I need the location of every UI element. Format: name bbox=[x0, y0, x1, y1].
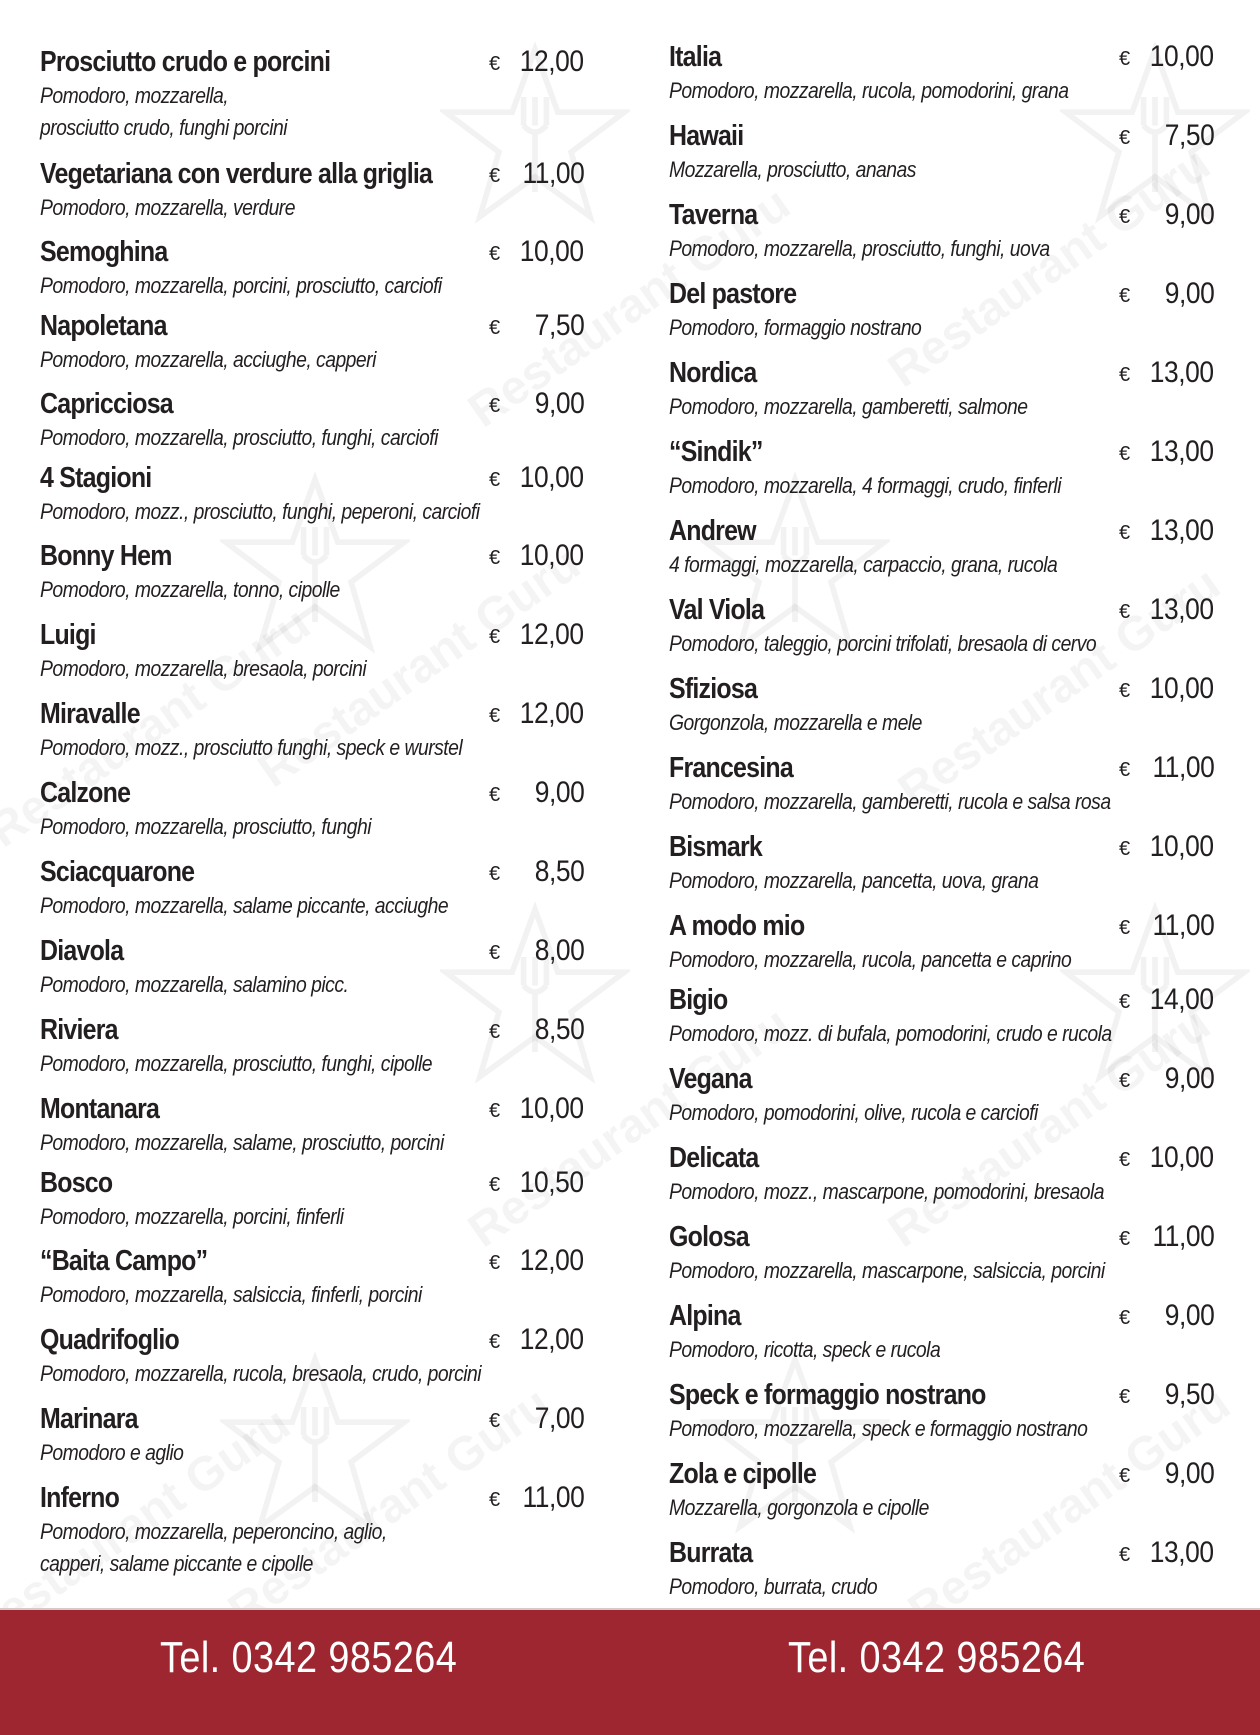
item-price: 11,00 bbox=[522, 157, 584, 190]
menu-item bbox=[40, 617, 584, 685]
currency-symbol: € bbox=[1119, 601, 1131, 623]
menu-item bbox=[40, 854, 584, 922]
item-description: Pomodoro, mozzarella, tonno, cipolle bbox=[40, 577, 340, 602]
item-name: Nordica bbox=[669, 357, 757, 389]
menu-item bbox=[669, 197, 1214, 265]
item-name: Sfiziosa bbox=[669, 673, 758, 705]
currency-symbol: € bbox=[1119, 759, 1131, 781]
item-price: 7,50 bbox=[1164, 119, 1214, 152]
item-name: Alpina bbox=[669, 1300, 741, 1332]
currency-symbol: € bbox=[489, 165, 501, 187]
item-name: Vegana bbox=[669, 1063, 752, 1095]
item-description: 4 formaggi, mozzarella, carpaccio, grana, rucola bbox=[669, 552, 1058, 577]
currency-symbol: € bbox=[489, 395, 501, 417]
currency-symbol: € bbox=[489, 1489, 501, 1511]
currency-symbol: € bbox=[1119, 1465, 1131, 1487]
item-name: Luigi bbox=[40, 619, 96, 651]
menu-item bbox=[669, 671, 1214, 739]
item-name: Taverna bbox=[669, 199, 758, 231]
item-name: Prosciutto crudo e porcini bbox=[40, 46, 331, 78]
item-price: 9,00 bbox=[1164, 198, 1214, 231]
item-name: Miravalle bbox=[40, 698, 140, 730]
menu-item bbox=[40, 1322, 584, 1390]
item-price: 10,00 bbox=[520, 539, 584, 572]
item-description: Pomodoro, mozzarella, rucola, pomodorini, grana bbox=[669, 78, 1069, 103]
menu-item bbox=[669, 1456, 1214, 1524]
item-description: Pomodoro, mozzarella, salsiccia, finferli, porcini bbox=[40, 1282, 422, 1307]
item-description: Pomodoro, mozzarella, bresaola, porcini bbox=[40, 656, 367, 681]
menu-item bbox=[669, 118, 1214, 186]
currency-symbol: € bbox=[1119, 206, 1131, 228]
item-description: Pomodoro, mozzarella, pancetta, uova, grana bbox=[669, 868, 1039, 893]
item-description: Pomodoro, ricotta, speck e rucola bbox=[669, 1337, 941, 1362]
item-description: Pomodoro, mozzarella, prosciutto, funghi, cipolle bbox=[40, 1051, 433, 1076]
menu-item bbox=[40, 1165, 584, 1233]
item-description: Pomodoro, mozzarella, prosciutto, funghi, carciofi bbox=[40, 425, 438, 450]
item-description: Pomodoro, taleggio, porcini trifolati, bresaola di cervo bbox=[669, 631, 1097, 656]
item-name: Andrew bbox=[669, 515, 756, 547]
item-name: Bosco bbox=[40, 1167, 113, 1199]
item-name: Bismark bbox=[669, 831, 763, 863]
menu-item bbox=[40, 234, 584, 302]
menu-item bbox=[40, 308, 584, 376]
item-description: Pomodoro, mozzarella, gamberetti, salmone bbox=[669, 394, 1028, 419]
item-price: 10,00 bbox=[520, 461, 584, 494]
currency-symbol: € bbox=[1119, 1070, 1131, 1092]
item-name: Burrata bbox=[669, 1537, 753, 1569]
item-description: Pomodoro, mozzarella, gamberetti, rucola e salsa rosa bbox=[669, 789, 1111, 814]
item-name: Speck e formaggio nostrano bbox=[669, 1379, 986, 1411]
item-description: Pomodoro, mozzarella, speck e formaggio nostrano bbox=[669, 1416, 1088, 1441]
item-description: Pomodoro, pomodorini, olive, rucola e carciofi bbox=[669, 1100, 1038, 1125]
item-price: 8,00 bbox=[534, 934, 584, 967]
footer-contact-bar bbox=[0, 1608, 1260, 1735]
currency-symbol: € bbox=[489, 1331, 501, 1353]
item-name: Del pastore bbox=[669, 278, 797, 310]
item-name: Val Viola bbox=[669, 594, 765, 626]
menu-item bbox=[40, 1480, 584, 1580]
menu-item bbox=[40, 696, 584, 764]
currency-symbol: € bbox=[489, 1021, 501, 1043]
currency-symbol: € bbox=[1119, 443, 1131, 465]
currency-symbol: € bbox=[1119, 48, 1131, 70]
item-name: Marinara bbox=[40, 1403, 138, 1435]
item-name: Riviera bbox=[40, 1014, 118, 1046]
item-price: 12,00 bbox=[520, 1323, 584, 1356]
item-price: 10,00 bbox=[1150, 830, 1214, 863]
currency-symbol: € bbox=[489, 863, 501, 885]
item-price: 10,00 bbox=[520, 235, 584, 268]
item-name: Bigio bbox=[669, 984, 728, 1016]
menu-item bbox=[40, 1243, 584, 1311]
currency-symbol: € bbox=[1119, 285, 1131, 307]
item-price: 9,50 bbox=[1164, 1378, 1214, 1411]
currency-symbol: € bbox=[1119, 127, 1131, 149]
menu-item bbox=[669, 908, 1214, 976]
menu-item bbox=[669, 276, 1214, 344]
item-description: Pomodoro, mozzarella, verdure bbox=[40, 195, 295, 220]
item-name: Vegetariana con verdure alla griglia bbox=[40, 158, 433, 190]
item-price: 13,00 bbox=[1150, 435, 1214, 468]
item-description: Mozzarella, prosciutto, ananas bbox=[669, 157, 916, 182]
menu-item bbox=[669, 829, 1214, 897]
item-description: Pomodoro, mozzarella, rucola, bresaola, crudo, porcini bbox=[40, 1361, 482, 1386]
currency-symbol: € bbox=[1119, 1307, 1131, 1329]
menu-item bbox=[669, 39, 1214, 107]
menu-item bbox=[40, 933, 584, 1001]
item-price: 7,50 bbox=[534, 309, 584, 342]
item-name: Quadrifoglio bbox=[40, 1324, 179, 1356]
item-description: Pomodoro, mozzarella, bbox=[40, 83, 229, 108]
item-price: 9,00 bbox=[1164, 277, 1214, 310]
item-description: Pomodoro, mozzarella, porcini, finferli bbox=[40, 1204, 344, 1229]
currency-symbol: € bbox=[1119, 1149, 1131, 1171]
item-description: Pomodoro, mozz., prosciutto, funghi, peperoni, carciofi bbox=[40, 499, 480, 524]
item-price: 9,00 bbox=[1164, 1457, 1214, 1490]
menu-item bbox=[40, 538, 584, 606]
item-price: 12,00 bbox=[520, 618, 584, 651]
item-description: capperi, salame piccante e cipolle bbox=[40, 1551, 313, 1576]
item-price: 13,00 bbox=[1150, 1536, 1214, 1569]
currency-symbol: € bbox=[489, 705, 501, 727]
currency-symbol: € bbox=[489, 243, 501, 265]
menu-item bbox=[40, 1401, 584, 1469]
item-name: 4 Stagioni bbox=[40, 462, 152, 494]
item-description: Pomodoro, mozzarella, 4 formaggi, crudo, finferli bbox=[669, 473, 1061, 498]
menu-item bbox=[669, 1298, 1214, 1366]
menu-item bbox=[669, 1377, 1214, 1445]
item-name: “Baita Campo” bbox=[40, 1245, 208, 1277]
item-description: Pomodoro, mozzarella, prosciutto, funghi, uova bbox=[669, 236, 1050, 261]
item-description: Pomodoro, mozzarella, salame, prosciutto, porcini bbox=[40, 1130, 444, 1155]
item-name: Capricciosa bbox=[40, 388, 173, 420]
item-price: 11,00 bbox=[1152, 1220, 1214, 1253]
currency-symbol: € bbox=[489, 942, 501, 964]
currency-symbol: € bbox=[489, 53, 501, 75]
item-description: prosciutto crudo, funghi porcini bbox=[40, 115, 288, 140]
item-name: Hawaii bbox=[669, 120, 744, 152]
phone-number-right[interactable]: Tel. 0342 985264 bbox=[788, 1633, 1086, 1682]
currency-symbol: € bbox=[489, 469, 501, 491]
item-description: Pomodoro, mozzarella, salamino picc. bbox=[40, 972, 349, 997]
item-description: Pomodoro, mozz., mascarpone, pomodorini, bresaola bbox=[669, 1179, 1105, 1204]
currency-symbol: € bbox=[1119, 364, 1131, 386]
item-price: 11,00 bbox=[1152, 751, 1214, 784]
item-description: Pomodoro, mozz. di bufala, pomodorini, crudo e rucola bbox=[669, 1021, 1112, 1046]
item-price: 10,00 bbox=[1150, 40, 1214, 73]
currency-symbol: € bbox=[1119, 680, 1131, 702]
currency-symbol: € bbox=[1119, 1544, 1131, 1566]
item-name: Golosa bbox=[669, 1221, 749, 1253]
item-description: Pomodoro, mozzarella, salame piccante, acciughe bbox=[40, 893, 449, 918]
menu-item bbox=[669, 1219, 1214, 1287]
item-price: 9,00 bbox=[534, 776, 584, 809]
phone-number-left[interactable]: Tel. 0342 985264 bbox=[160, 1633, 458, 1682]
currency-symbol: € bbox=[489, 317, 501, 339]
item-description: Pomodoro e aglio bbox=[40, 1440, 184, 1465]
item-description: Pomodoro, mozzarella, rucola, pancetta e caprino bbox=[669, 947, 1072, 972]
item-description: Pomodoro, burrata, crudo bbox=[669, 1574, 878, 1599]
item-price: 10,00 bbox=[520, 1092, 584, 1125]
item-price: 9,00 bbox=[1164, 1062, 1214, 1095]
item-price: 10,00 bbox=[1150, 672, 1214, 705]
item-description: Pomodoro, mozz., prosciutto funghi, speck e wurstel bbox=[40, 735, 463, 760]
menu-item bbox=[669, 1535, 1214, 1603]
item-price: 7,00 bbox=[534, 1402, 584, 1435]
item-name: A modo mio bbox=[669, 910, 805, 942]
item-price: 8,50 bbox=[534, 855, 584, 888]
menu-item bbox=[40, 1012, 584, 1080]
item-name: Napoletana bbox=[40, 310, 167, 342]
menu-item bbox=[40, 386, 584, 454]
currency-symbol: € bbox=[1119, 917, 1131, 939]
item-name: Zola e cipolle bbox=[669, 1458, 817, 1490]
item-name: “Sindik” bbox=[669, 436, 763, 468]
currency-symbol: € bbox=[489, 1100, 501, 1122]
item-price: 14,00 bbox=[1150, 983, 1214, 1016]
item-description: Pomodoro, mozzarella, porcini, prosciutto, carciofi bbox=[40, 273, 442, 298]
currency-symbol: € bbox=[489, 784, 501, 806]
menu-item bbox=[40, 775, 584, 843]
currency-symbol: € bbox=[489, 1410, 501, 1432]
currency-symbol: € bbox=[1119, 1228, 1131, 1250]
menu-item bbox=[669, 1140, 1214, 1208]
item-price: 12,00 bbox=[520, 697, 584, 730]
item-name: Francesina bbox=[669, 752, 793, 784]
item-description: Pomodoro, mozzarella, peperoncino, aglio, bbox=[40, 1519, 387, 1544]
currency-symbol: € bbox=[1119, 522, 1131, 544]
menu-item bbox=[669, 982, 1214, 1050]
item-price: 12,00 bbox=[520, 1244, 584, 1277]
item-price: 9,00 bbox=[1164, 1299, 1214, 1332]
menu-item bbox=[669, 355, 1214, 423]
menu-item bbox=[669, 592, 1214, 660]
item-name: Montanara bbox=[40, 1093, 160, 1125]
currency-symbol: € bbox=[1119, 838, 1131, 860]
item-price: 10,00 bbox=[1150, 1141, 1214, 1174]
item-name: Bonny Hem bbox=[40, 540, 172, 572]
item-description: Gorgonzola, mozzarella e mele bbox=[669, 710, 922, 735]
item-price: 9,00 bbox=[534, 387, 584, 420]
menu-item bbox=[40, 460, 584, 528]
item-description: Pomodoro, mozzarella, acciughe, capperi bbox=[40, 347, 376, 372]
menu-item bbox=[40, 1091, 584, 1159]
item-price: 12,00 bbox=[520, 45, 584, 78]
item-name: Diavola bbox=[40, 935, 124, 967]
item-name: Sciacquarone bbox=[40, 856, 195, 888]
menu-item bbox=[669, 434, 1214, 502]
item-price: 13,00 bbox=[1150, 514, 1214, 547]
item-price: 11,00 bbox=[1152, 909, 1214, 942]
item-price: 11,00 bbox=[522, 1481, 584, 1514]
currency-symbol: € bbox=[489, 547, 501, 569]
item-price: 10,50 bbox=[520, 1166, 584, 1199]
item-price: 13,00 bbox=[1150, 593, 1214, 626]
item-description: Mozzarella, gorgonzola e cipolle bbox=[669, 1495, 929, 1520]
currency-symbol: € bbox=[489, 1174, 501, 1196]
item-name: Delicata bbox=[669, 1142, 759, 1174]
menu-item bbox=[669, 513, 1214, 581]
menu-item bbox=[669, 1061, 1214, 1129]
menu-item bbox=[669, 750, 1214, 818]
currency-symbol: € bbox=[1119, 991, 1131, 1013]
item-description: Pomodoro, mozzarella, mascarpone, salsiccia, porcini bbox=[669, 1258, 1105, 1283]
item-name: Inferno bbox=[40, 1482, 120, 1514]
item-name: Calzone bbox=[40, 777, 131, 809]
currency-symbol: € bbox=[489, 1252, 501, 1274]
currency-symbol: € bbox=[1119, 1386, 1131, 1408]
item-name: Semoghina bbox=[40, 236, 168, 268]
item-description: Pomodoro, formaggio nostrano bbox=[669, 315, 922, 340]
item-description: Pomodoro, mozzarella, prosciutto, funghi bbox=[40, 814, 372, 839]
item-price: 8,50 bbox=[534, 1013, 584, 1046]
item-name: Italia bbox=[669, 41, 722, 73]
menu-item bbox=[40, 156, 584, 224]
menu-item bbox=[40, 44, 584, 144]
currency-symbol: € bbox=[489, 626, 501, 648]
item-price: 13,00 bbox=[1150, 356, 1214, 389]
